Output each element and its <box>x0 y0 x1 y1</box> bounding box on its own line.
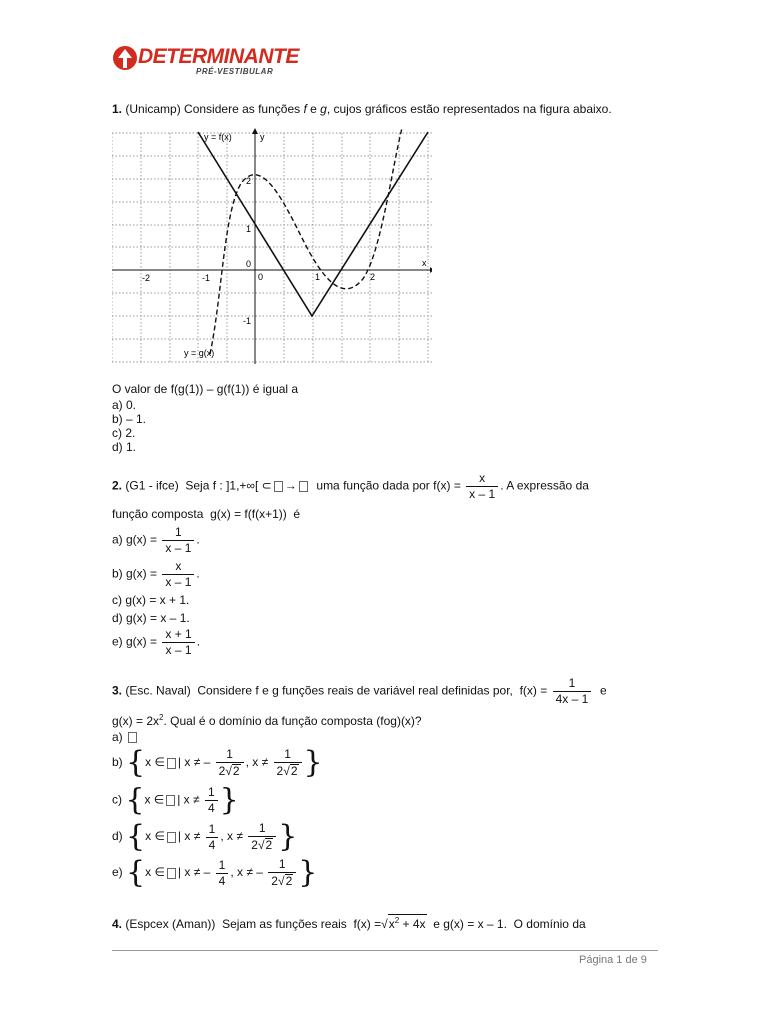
brand-tagline: PRÉ-VESTIBULAR <box>196 67 274 76</box>
tick-y-1: 1 <box>246 224 252 234</box>
q1-option-b: b) – 1. <box>112 412 147 426</box>
label-g: y = g(x) <box>184 348 215 358</box>
reals-symbol-icon <box>128 732 137 743</box>
label-f: y = f(x) <box>204 132 232 142</box>
q1-option-a: a) 0. <box>112 398 137 412</box>
question-1-stem: O valor de f(g(1)) – g(f(1)) é igual a <box>112 382 299 396</box>
reals-symbol-icon <box>167 758 176 769</box>
reals-symbol-icon <box>167 868 176 879</box>
label-x: x <box>422 258 427 268</box>
page-number: Página 1 de 9 <box>579 954 647 966</box>
brand-logo-icon <box>112 44 138 72</box>
tick-x-minus-2: -2 <box>142 273 151 283</box>
reals-symbol-icon <box>299 481 308 492</box>
q2-option-b: b) g(x) = $\frac{x}{x - 1}$ . <box>112 559 200 589</box>
q1-option-d: d) 1. <box>112 440 137 454</box>
q2-option-c: c) g(x) = x + 1. <box>112 593 190 607</box>
question-1-statement: 1. (Unicamp) Considere as funções f e g, cujos gráficos estão representados na figura abaixo. <box>112 102 612 116</box>
graph-g-curve <box>210 128 402 354</box>
label-y: y <box>260 132 265 142</box>
brand-name: DETERMINANTE <box>138 45 299 68</box>
tick-y-2: 2 <box>246 176 252 186</box>
tick-x-2: 2 <box>370 272 376 282</box>
q3-option-c: c) {x ∈ | x ≠ $\frac{1}{4}$ } <box>112 782 239 818</box>
reals-symbol-icon <box>167 832 176 843</box>
reals-symbol-icon <box>166 795 175 806</box>
function-graph <box>112 128 432 368</box>
tick-x-1: 1 <box>315 272 321 282</box>
q3-option-b: b) {x ∈ | x ≠ – $\frac{1}{2√2}$ , x ≠ $\frac{1}{2√2}$ } <box>112 745 323 780</box>
question-4-statement: 4. (Espcex (Aman)) Sejam as funções reais $f(x) =√x^2 + 4x$ e g(x) = x – 1. O domínio da <box>112 916 586 931</box>
q1-option-c: c) 2. <box>112 426 136 440</box>
tick-y-minus-1: -1 <box>243 316 252 326</box>
reals-symbol-icon <box>274 481 283 492</box>
question-3-statement-cont: $g(x) = 2x^2$. Qual é o domínio da função composta (fog)(x)? <box>112 713 422 728</box>
q2-option-d: d) g(x) = x – 1. <box>112 611 190 625</box>
q3-option-a: a) <box>112 730 139 744</box>
footer-divider <box>112 950 658 951</box>
question-2-statement-cont: função composta g(x) = f(f(x+1)) é <box>112 507 301 521</box>
tick-x-minus-1: -1 <box>202 273 211 283</box>
tick-x-0: 0 <box>258 272 264 282</box>
q3-option-e: e) {x ∈ | x ≠ – $\frac{1}{4}$ , x ≠ – $\frac{1}{2√2}$ } <box>112 855 318 890</box>
q2-option-a: a) g(x) = $\frac{1}{x - 1}$ . <box>112 525 200 555</box>
q2-option-e: e) g(x) = $\frac{x + 1}{x - 1}$ . <box>112 627 201 657</box>
tick-y-0: 0 <box>246 259 252 269</box>
q3-option-d: d) {x ∈ | x ≠ $\frac{1}{4}$ , x ≠ $\frac{1}{2√2}$ } <box>112 819 298 854</box>
question-3-statement: 3. (Esc. Naval) Considere f e g funções reais de variável real definidas por, f(x) = $\frac{1}{4x - 1}$ e <box>112 676 607 706</box>
question-2-statement: 2. (G1 - ifce) Seja f : ]1,+∞[ ⊂ → uma função dada por f(x) = $\frac{x}{x - 1}$ . A expressão da <box>112 471 589 501</box>
